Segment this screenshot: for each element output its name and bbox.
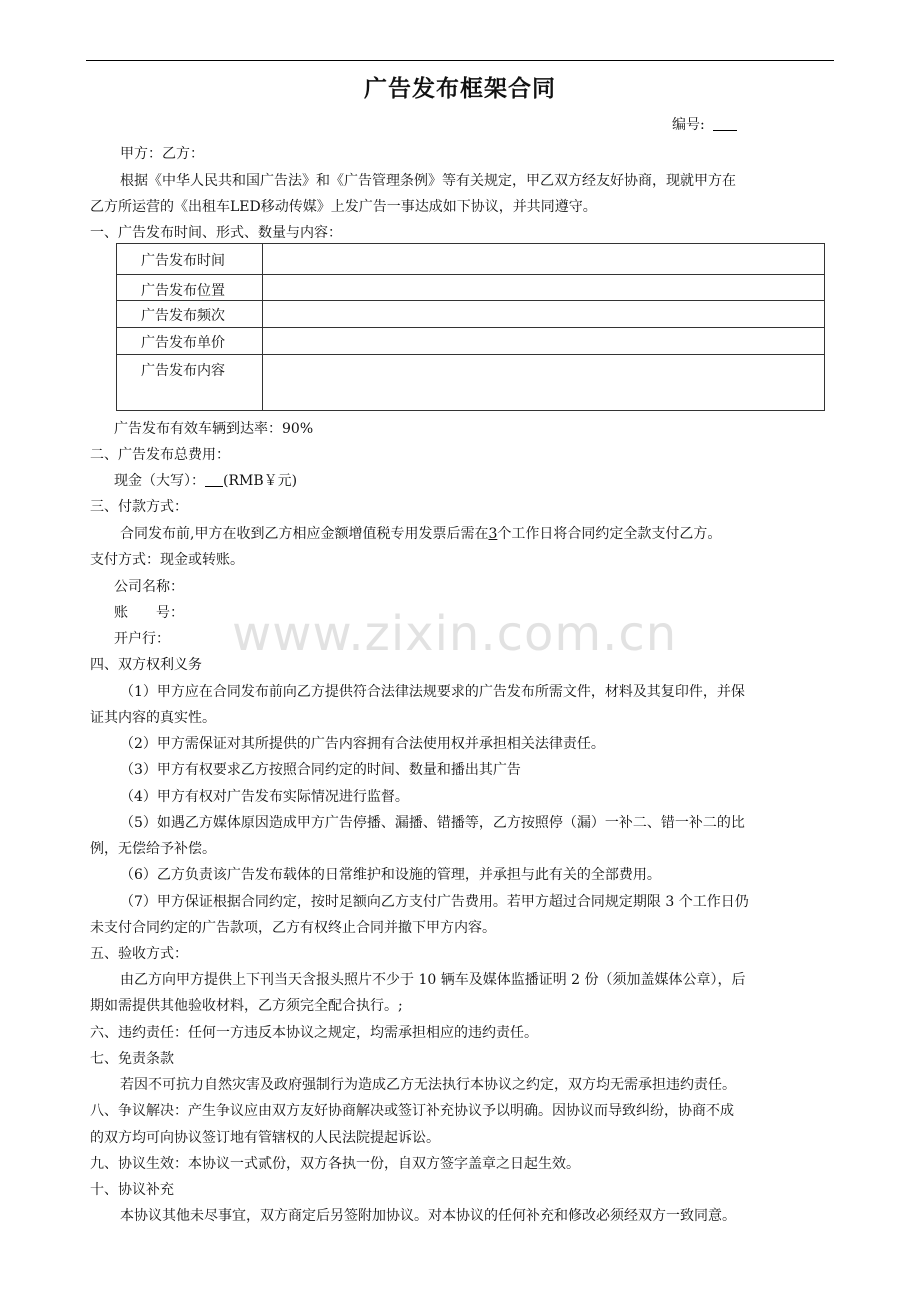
document-title: 广告发布框架合同 — [364, 76, 556, 102]
table-row — [117, 328, 825, 355]
payment-line-1 — [120, 524, 721, 544]
company-name-line: 公司名称： — [114, 579, 184, 595]
section-7-heading: 七、免责条款 — [90, 1051, 174, 1067]
bank-line: 开户行： — [114, 631, 170, 647]
clause-5-line-1: （5）如遇乙方媒体原因造成甲方广告停播、漏播、错播等，乙方按照停（漏）一补二、错一补二的比 — [120, 815, 745, 831]
section-1-heading: 一、广告发布时间、形式、数量与内容： — [90, 225, 342, 241]
row-value-time[interactable] — [263, 244, 825, 275]
intro-line-1: 根据《中华人民共和国广告法》和《广告管理条例》等有关规定，甲乙双方经友好协商，现就甲方在 — [120, 173, 736, 189]
document-number-blank[interactable] — [713, 116, 737, 131]
clause-5-line-2: 例，无偿给予补偿。 — [90, 841, 216, 857]
clause-2: （2）甲方需保证对其所提供的广告内容拥有合法使用权并承担相关法律责任。 — [120, 736, 605, 752]
document-number — [672, 114, 737, 134]
top-rule — [86, 60, 834, 61]
row-label-time: 广告发布时间 — [117, 244, 263, 275]
row-label-position: 广告发布位置 — [117, 275, 263, 301]
payment-days: 3 — [488, 526, 498, 542]
clause-1-line-1: （1）甲方应在合同发布前向乙方提供符合法律法规要求的广告发布所需文件，材料及其复印件，并保 — [120, 684, 745, 700]
section-3-heading: 三、付款方式： — [90, 499, 188, 515]
clause-4: （4）甲方有权对广告发布实际情况进行监督。 — [120, 789, 409, 805]
watermark: www.zixin.com.cn — [232, 606, 678, 662]
table-row — [117, 355, 825, 411]
table-row — [117, 244, 825, 275]
supplement-line: 本协议其他未尽事宜，双方商定后另签附加协议。对本协议的任何补充和修改必须经双方一致同意。 — [120, 1208, 736, 1224]
row-value-frequency[interactable] — [263, 301, 825, 328]
intro-line-2: 乙方所运营的《出租车LED移动传媒》上发广告一事达成如下协议，并共同遵守。 — [90, 199, 597, 215]
section-9-effect: 九、协议生效：本协议一式贰份，双方各执一份，自双方签字盖章之日起生效。 — [90, 1156, 580, 1172]
payment-text-b: 个工作日将合同约定全款支付乙方。 — [497, 526, 722, 542]
clause-6: （6）乙方负责该广告发布载体的日常维护和设施的管理，并承担与此有关的全部费用。 — [120, 867, 661, 883]
exemption-line: 若因不可抗力自然灾害及政府强制行为造成乙方无法执行本协议之约定，双方均无需承担违约责任。 — [120, 1077, 736, 1093]
row-label-price: 广告发布单价 — [117, 328, 263, 355]
section-6-liability: 六、违约责任：任何一方违反本协议之规定，均需承担相应的违约责任。 — [90, 1025, 538, 1041]
account-line: 账 号： — [114, 605, 184, 621]
acceptance-line-2: 期如需提供其他验收材料，乙方须完全配合执行。; — [90, 998, 403, 1014]
row-value-position[interactable] — [263, 275, 825, 301]
clause-7-line-1: （7）甲方保证根据合同约定，按时足额向乙方支付广告费用。若甲方超过合同规定期限 3 个工作日仍 — [120, 894, 749, 910]
acceptance-line-1: 由乙方向甲方提供上下刊当天含报头照片不少于 10 辆车及媒体监播证明 2 份（须加盖媒体公章），后 — [120, 972, 746, 988]
cash-prefix: 现金（大写）： — [114, 473, 205, 489]
payment-method: 支付方式：现金或转账。 — [90, 552, 244, 568]
row-value-content[interactable] — [263, 355, 825, 411]
section-8-line-1: 八、争议解决：产生争议应由双方友好协商解决或签订补充协议予以明确。因协议而导致纠纷，协商不成 — [90, 1103, 734, 1119]
cash-amount-line — [114, 471, 297, 491]
section-2-heading: 二、广告发布总费用： — [90, 447, 230, 463]
table-row — [117, 301, 825, 328]
clause-7-line-2: 未支付合同约定的广告款项，乙方有权终止合同并撤下甲方内容。 — [90, 920, 496, 936]
ad-details-table — [116, 243, 825, 411]
table-row — [117, 275, 825, 301]
cash-amount-blank[interactable] — [205, 472, 223, 487]
payment-text-a: 合同发布前,甲方在收到乙方相应金额增值税专用发票后需在 — [120, 526, 489, 542]
section-4-heading: 四、双方权利义务 — [90, 657, 202, 673]
row-label-frequency: 广告发布频次 — [117, 301, 263, 328]
clause-1-line-2: 证其内容的真实性。 — [90, 710, 216, 726]
row-label-content: 广告发布内容 — [117, 355, 263, 411]
section-10-heading: 十、协议补充 — [90, 1182, 174, 1198]
document-number-label: 编号: — [672, 117, 705, 133]
cash-suffix: (RMB￥元) — [223, 473, 298, 489]
clause-3: （3）甲方有权要求乙方按照合同约定的时间、数量和播出其广告 — [120, 762, 521, 778]
row-value-price[interactable] — [263, 328, 825, 355]
section-5-heading: 五、验收方式： — [90, 946, 188, 962]
parties-line: 甲方：乙方： — [120, 146, 204, 162]
arrival-rate: 广告发布有效车辆到达率：90% — [114, 421, 314, 437]
section-8-line-2: 的双方均可向协议签订地有管辖权的人民法院提起诉讼。 — [90, 1130, 440, 1146]
